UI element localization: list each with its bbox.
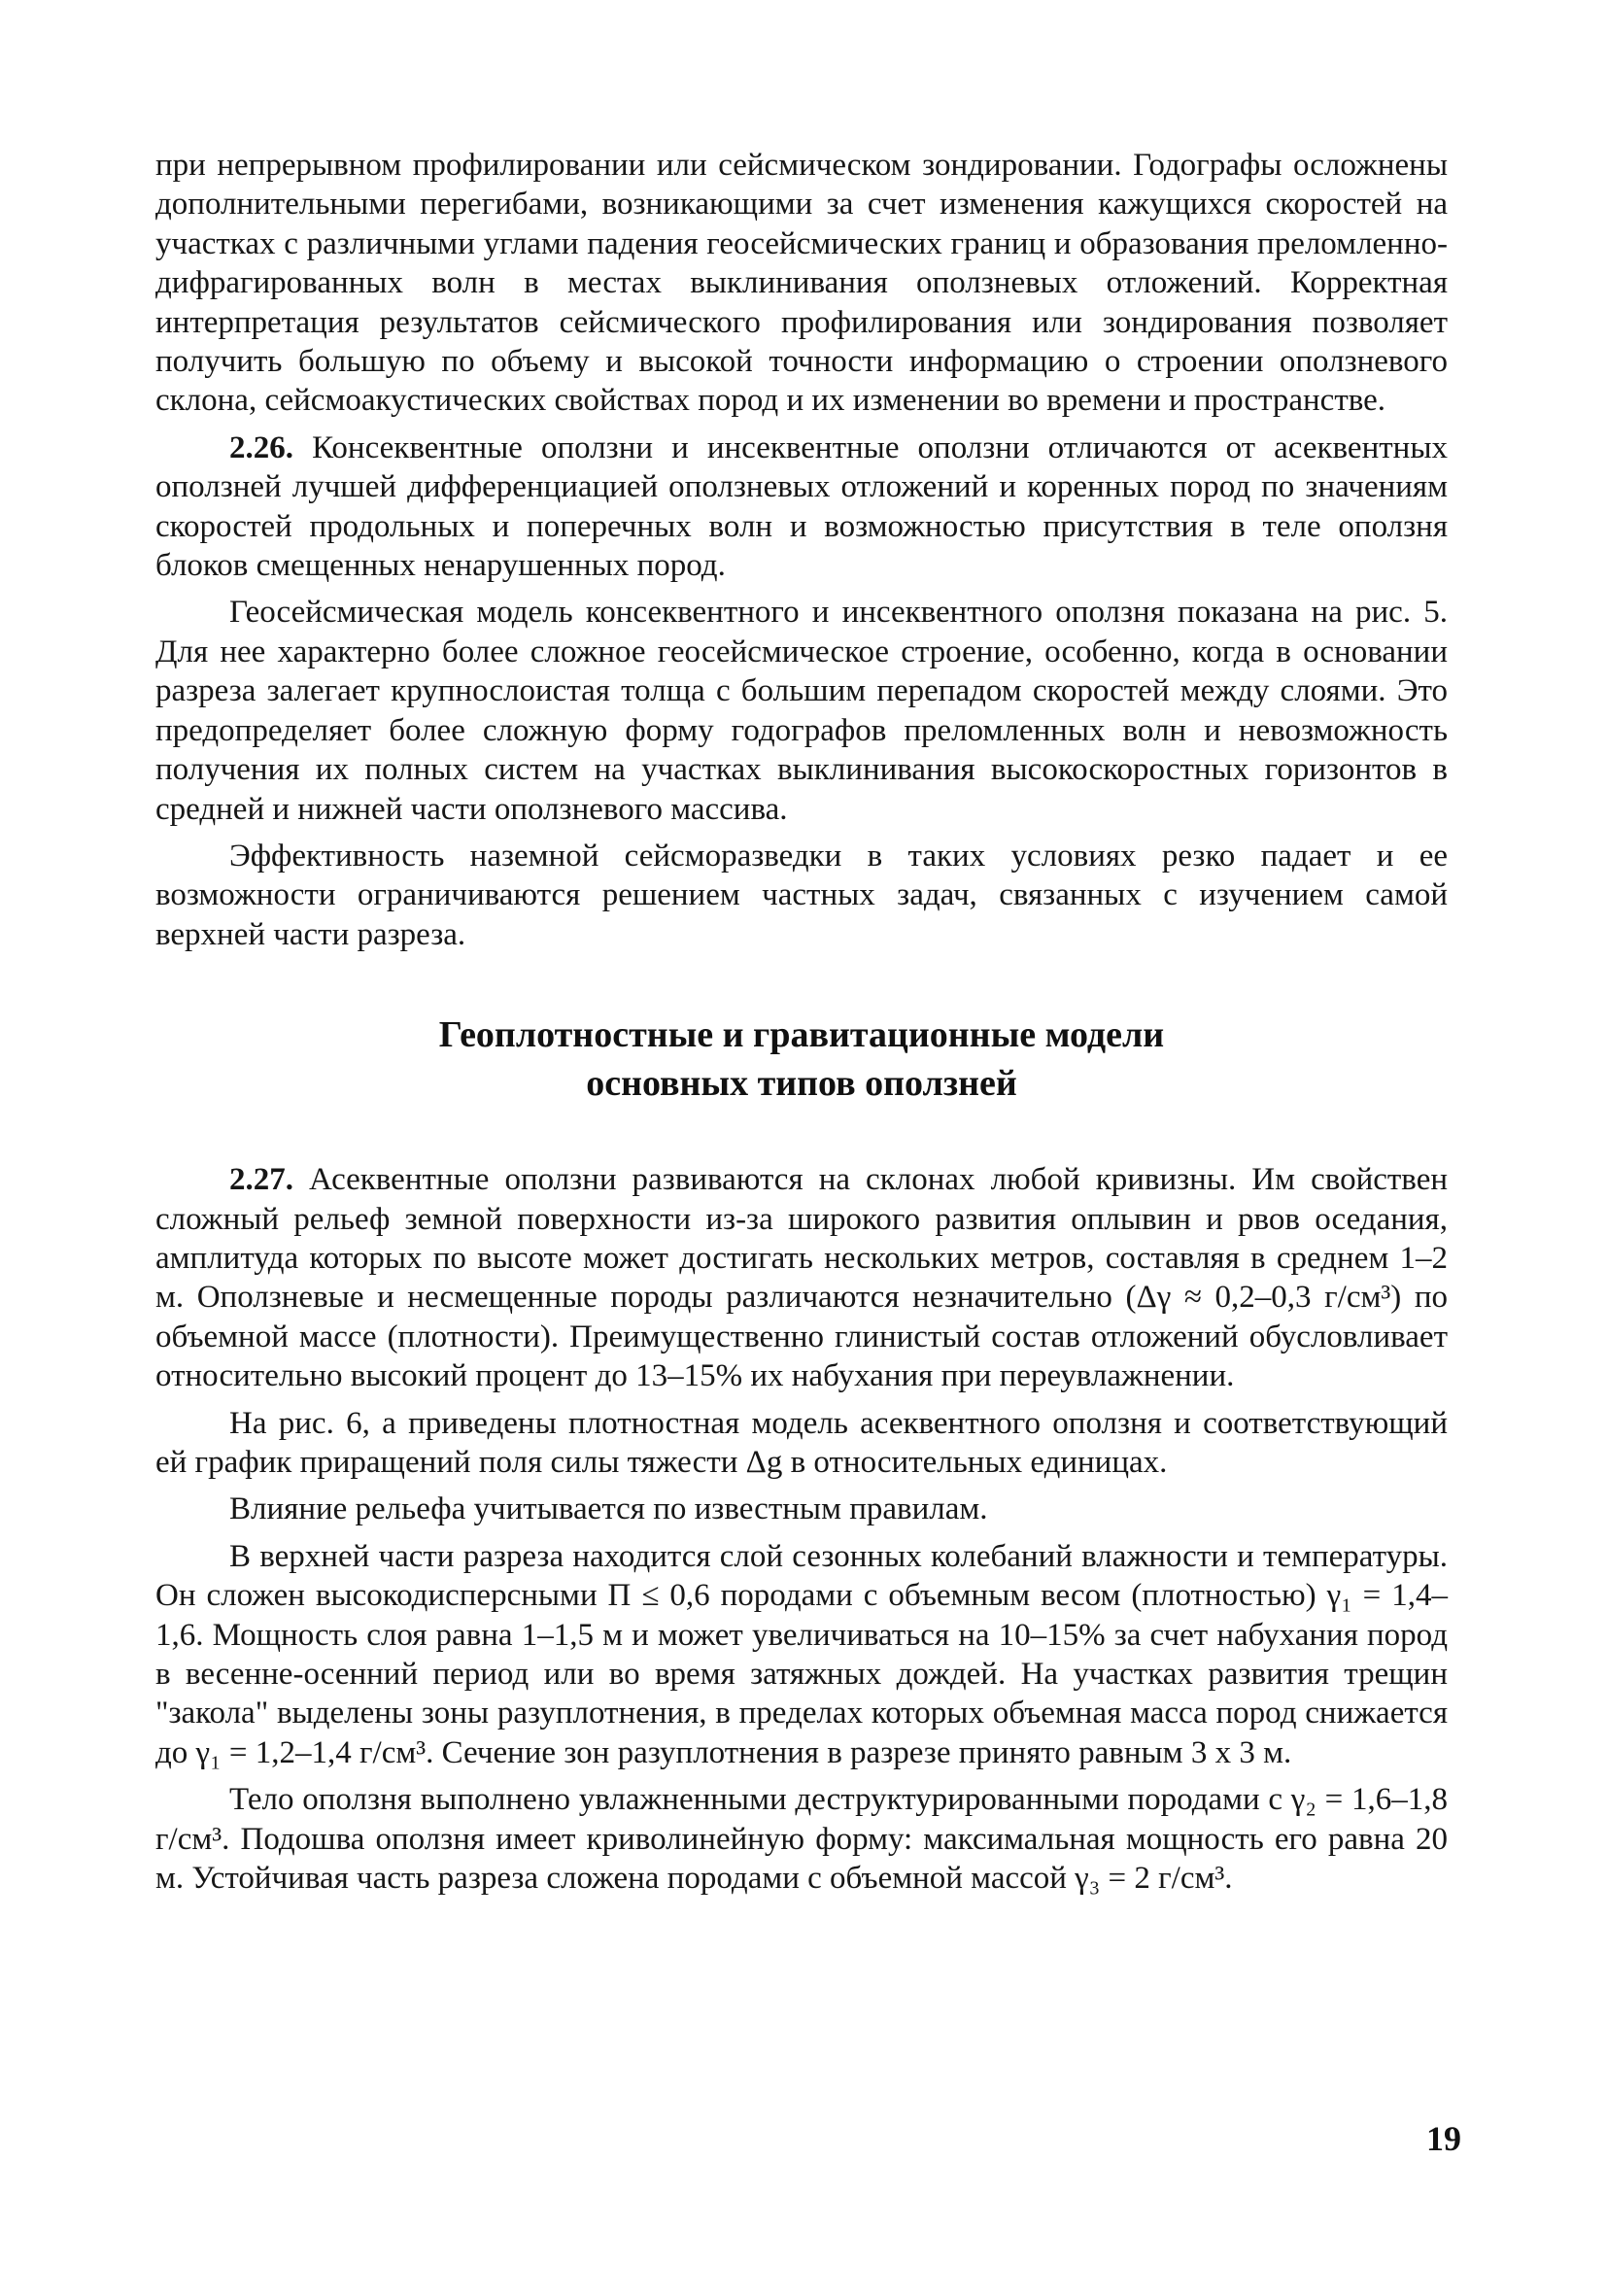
paragraph-text: На рис. 6, а приведены плотностная модель асеквентного оползня и соответствующий ей график приращений поля силы тяжести Δg в относительных единицах. [155, 1405, 1448, 1480]
section-heading-line-1: Геоплотностные и гравитационные модели [438, 1014, 1165, 1056]
paragraph-text: Асеквентные оползни развиваются на склонах любой кривизны. Им свойствен сложный рельеф земной поверхности из-за широкого развития оплывин и рвов оседания, амплитуда которых по высоте может достигать нескольких метров, составляя в среднем 1–2 м. Оползневые и несмещенные породы различаются незначительно (Δγ ≈ 0,2–0,3 г/см³) по объемной массе (плотности). Преимущественно глинистый состав отложений обусловливает относительно высокий процент до 13–15% их набухания при переувлажнении. [155, 1162, 1448, 1394]
document-page [155, 146, 1448, 1905]
paragraph-text: Геосейсмическая модель консеквентного и инсеквентного оползня показана на рис. 5. Для нее характерно более сложное геосейсмическое строение, особенно, когда в основании разреза залегает крупнослоистая толща с большим перепадом скоростей между слоями. Это предопределяет более сложную форму годографов преломленных волн и невозможность получения их полных систем на участках выклинивания высокоскоростных горизонтов в средней и нижней части оползневого массива. [155, 595, 1448, 827]
paragraph-text: при непрерывном профилировании или сейсмическом зондировании. Годографы осложнены дополнительными перегибами, возникающими за счет изменения кажущихся скоростей на участках с различными углами падения геосейсмических границ и образования преломленно-дифрагированных волн в местах выклинивания оползневых отложений. Корректная интерпретация результатов сейсмического профилирования или зондирования позволяет получить большую по объему и высокой точности информацию о строении оползневого склона, сейсмоакустических свойствах пород и их изменении во времени и пространстве. [155, 148, 1448, 419]
paragraph-text: Консеквентные оползни и инсеквентные оползни отличаются от асеквентных оползней лучшей дифференциацией оползневых отложений и коренных пород по значениям скоростей продольных и поперечных волн и возможностью присутствия в теле оползня блоков смещенных ненарушенных пород. [155, 429, 1448, 584]
paragraph-text: Эффективность наземной сейсморазведки в таких условиях резко падает и ее возможности ограничиваются решением частных задач, связанных с изучением самой верхней части разреза. [155, 838, 1448, 952]
paragraph-geoseismic-model [155, 593, 1448, 828]
paragraph-efficiency [155, 837, 1448, 954]
paragraph-2-26 [155, 428, 1448, 586]
clause-number: 2.26. [229, 429, 293, 465]
section-heading-line-2: основных типов оползней [586, 1063, 1017, 1105]
paragraph-landslide-body [155, 1780, 1448, 1898]
paragraph-upper-layer [155, 1537, 1448, 1772]
paragraph-2-27 [155, 1160, 1448, 1395]
paragraph-figure-6 [155, 1404, 1448, 1483]
paragraph-text: Влияние рельефа учитывается по известным правилам. [229, 1491, 988, 1527]
clause-number: 2.27. [229, 1162, 293, 1198]
paragraph-continuation [155, 146, 1448, 421]
section-heading [155, 1011, 1448, 1108]
paragraph-relief [155, 1490, 1448, 1528]
paragraph-text: Тело оползня выполнено увлажненными деструктурированными породами с γ₂ = 1,6–1,8 г/см³. Подошва оползня имеет криволинейную форму: максимальная мощность его равна 20 м. Устойчивая часть разреза сложена породами с объемной массой γ₃ = 2 г/см³. [155, 1782, 1448, 1897]
paragraph-text: В верхней части разреза находится слой сезонных колебаний влажности и температуры. Он сложен высокодисперсными П ≤ 0,6 породами с объемным весом (плотностью) γ₁ = 1,4–1,6. Мощность слоя равна 1–1,5 м и может увеличиваться на 10–15% за счет набухания пород в весенне-осенний период или во время затяжных дождей. На участках развития трещин "закола" выделены зоны разуплотнения, в пределах которых объемная масса пород снижается до γ₁ = 1,2–1,4 г/см³. Сечение зон разуплотнения в разрезе принято равным 3 x 3 м. [155, 1538, 1448, 1770]
page-number: 19 [1426, 2119, 1461, 2158]
